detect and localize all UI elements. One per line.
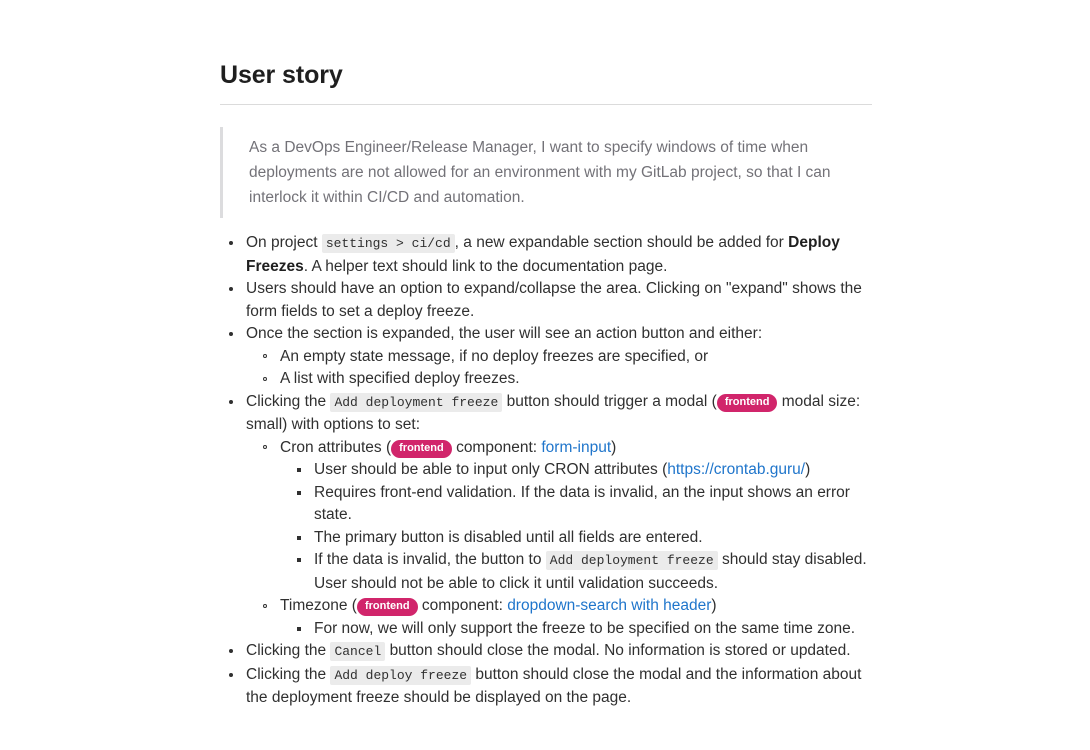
text: An empty state message, if no deploy freezes are specified, or [280, 347, 709, 365]
text: button should trigger a modal ( [506, 392, 717, 410]
text: button should close the modal. No information is stored or updated. [389, 642, 851, 659]
text: Once the section is expanded, the user will see an action button and either: [246, 325, 763, 342]
code-add-deployment-freeze: Add deployment freeze [330, 393, 502, 412]
list-item [242, 232, 872, 278]
text: . A helper text should link to the documentation page. [303, 257, 668, 275]
list-item [276, 595, 872, 640]
text: If the data is invalid, the button to [314, 551, 542, 568]
list-item [276, 368, 872, 391]
text: A list with specified deploy freezes. [280, 370, 520, 387]
title-divider [220, 104, 872, 105]
list-item [310, 527, 872, 550]
list-item [242, 391, 872, 641]
text: component: [456, 438, 538, 456]
text: User should be able to input only CRON attributes ( [314, 461, 668, 478]
text: Users should have an option to expand/collapse the area. Clicking on "expand" shows the form fields to set a deploy freeze. [246, 280, 862, 320]
text: Timezone ( [280, 597, 357, 614]
emphasis-deploy-freezes: Deploy Freezes [246, 234, 840, 275]
text: component: [421, 597, 503, 614]
sub-list [246, 437, 872, 641]
text: button should close the modal and the information about the deployment freeze should be displayed on the page. [246, 665, 862, 706]
text: , a new expandable section should be added for [454, 234, 784, 251]
text: For now, we will only support the freeze to be specified on the same time zone. [314, 619, 856, 637]
text: ) [611, 438, 617, 456]
text: Cron attributes ( [280, 438, 392, 456]
code-settings-ci-cd: settings > ci/cd [322, 234, 455, 253]
text: modal size: small) with options to set: [246, 392, 861, 433]
label-frontend: frontend [357, 598, 418, 616]
text: ) [711, 597, 717, 614]
document-body [220, 60, 872, 710]
link-dropdown-search-with-header[interactable]: dropdown-search with header [507, 597, 712, 614]
text: The primary button is disabled until all fields are entered. [314, 528, 703, 546]
sub-sub-list [280, 618, 872, 641]
list-item [242, 640, 872, 664]
list-item [242, 664, 872, 710]
list-item [310, 618, 872, 641]
label-frontend: frontend [391, 440, 452, 458]
text: should stay disabled. User should not be able to click it until validation succeeds. [314, 551, 867, 592]
sub-sub-list [280, 459, 872, 595]
text: Clicking the [246, 392, 327, 410]
link-crontab-guru[interactable]: https://crontab.guru/ [667, 461, 806, 478]
code-add-deploy-freeze: Add deploy freeze [330, 666, 471, 685]
text: On project [246, 234, 318, 251]
code-add-deployment-freeze: Add deployment freeze [546, 551, 718, 570]
sub-list [246, 346, 872, 391]
link-form-input[interactable]: form-input [541, 438, 612, 456]
list-item [310, 549, 872, 595]
code-cancel: Cancel [330, 642, 385, 661]
list-item [276, 346, 872, 369]
list-item [242, 278, 872, 323]
user-story-blockquote [220, 127, 872, 218]
text: Clicking the [246, 665, 327, 683]
label-frontend: frontend [717, 394, 778, 412]
page-title: User story [220, 61, 343, 89]
text: Clicking the [246, 642, 327, 659]
text: ) [805, 461, 811, 478]
list-item [310, 482, 872, 527]
text: Requires front-end validation. If the data is invalid, an the input shows an error state. [314, 483, 850, 523]
list-item [276, 437, 872, 596]
requirements-list [220, 232, 872, 710]
list-item [242, 323, 872, 391]
list-item [310, 459, 872, 482]
user-story-text: As a DevOps Engineer/Release Manager, I want to specify windows of time when deployments are not allowed for an environment with my GitLab project, so that I can interlock it within CI/CD and automation. [249, 139, 831, 206]
